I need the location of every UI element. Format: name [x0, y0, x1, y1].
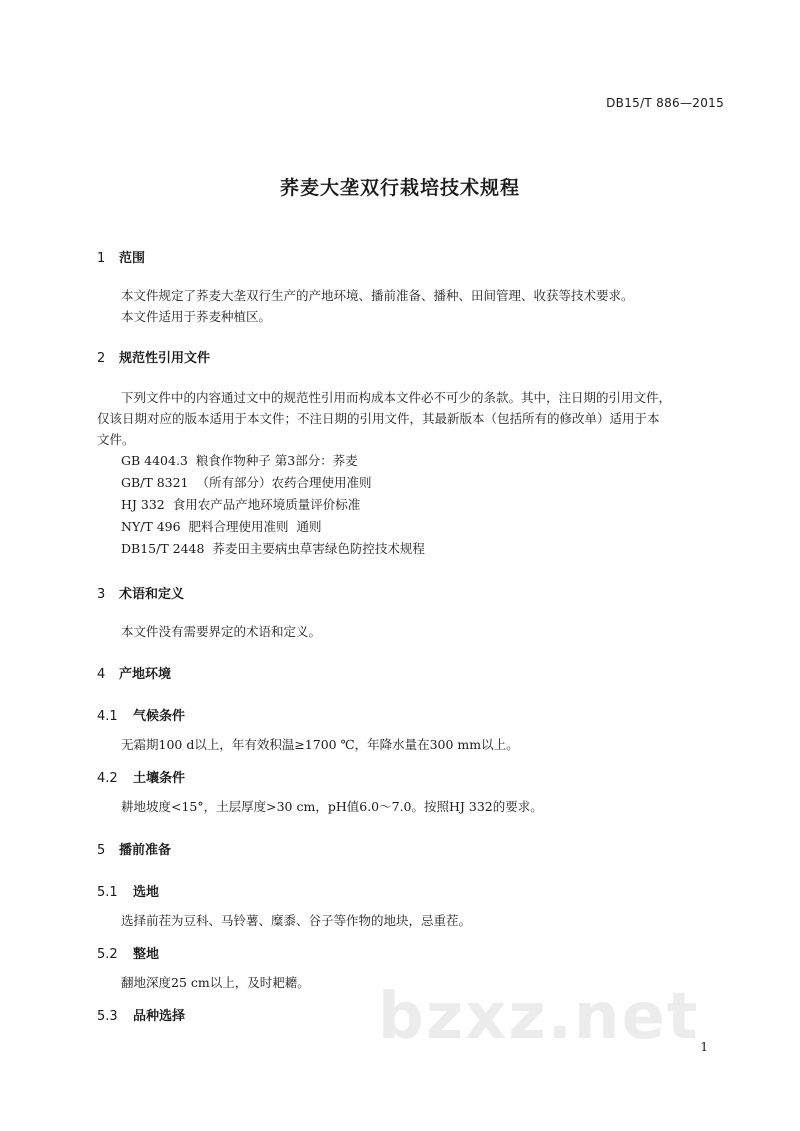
- section-number: 5.2: [97, 947, 118, 962]
- section-number: 5: [97, 843, 106, 858]
- section-4-2-heading: [97, 767, 185, 786]
- section-title: 规范性引用文件: [119, 351, 211, 366]
- section-number: 5.1: [97, 885, 118, 900]
- section-title: 产地环境: [119, 667, 172, 682]
- section-title: 播前准备: [119, 843, 172, 858]
- section-number: 4.1: [97, 709, 118, 724]
- section-4-1-heading: [97, 705, 185, 724]
- land-preparation-paragraph: 翻地深度25 cm以上，及时耙耱。: [121, 975, 310, 990]
- scope-paragraph-2: 本文件适用于荞麦种植区。: [121, 309, 272, 324]
- references-intro-line-2: 仅该日期对应的版本适用于本文件；不注日期的引用文件，其最新版本（包括所有的修改单）适用于本: [97, 411, 660, 426]
- section-title: 气候条件: [133, 709, 186, 724]
- section-5-3-heading: [97, 1005, 185, 1024]
- standard-code: DB15/T 886—2015: [606, 96, 724, 110]
- section-5-heading: [97, 839, 171, 858]
- section-title: 整地: [133, 947, 160, 962]
- section-2-heading: [97, 347, 210, 366]
- references-intro-line-3: 文件。: [97, 432, 135, 447]
- terms-paragraph: 本文件没有需要界定的术语和定义。: [121, 624, 322, 639]
- section-number: 2: [97, 351, 106, 366]
- document-title: 荞麦大垄双行栽培技术规程: [279, 177, 520, 199]
- reference-item: NY/T 496 肥料合理使用准则 通则: [121, 519, 322, 534]
- reference-item: HJ 332 食用农产品产地环境质量评价标准: [121, 497, 361, 512]
- reference-item: GB/T 8321 （所有部分）农药合理使用准则: [121, 475, 372, 490]
- section-5-1-heading: [97, 881, 159, 900]
- section-1-heading: [97, 247, 145, 266]
- watermark: bzxz.net: [378, 980, 700, 1054]
- section-title: 品种选择: [133, 1009, 186, 1024]
- section-number: 3: [97, 587, 106, 602]
- references-intro-line-1: 下列文件中的内容通过文中的规范性引用而构成本文件必不可少的条款。其中，注日期的引用文件，: [121, 390, 672, 405]
- section-title: 土壤条件: [133, 771, 186, 786]
- section-3-heading: [97, 583, 184, 602]
- section-4-heading: [97, 663, 171, 682]
- page-number: 1: [700, 1040, 708, 1054]
- section-5-2-heading: [97, 943, 159, 962]
- reference-item: GB 4404.3 粮食作物种子 第3部分：荞麦: [121, 453, 358, 468]
- soil-paragraph: 耕地坡度<15°，土层厚度>30 cm，pH值6.0～7.0。按照HJ 332的要求。: [121, 799, 543, 814]
- section-title: 术语和定义: [119, 587, 185, 602]
- section-number: 4: [97, 667, 106, 682]
- section-number: 1: [97, 251, 106, 266]
- section-title: 选地: [133, 885, 160, 900]
- section-number: 4.2: [97, 771, 118, 786]
- site-selection-paragraph: 选择前茬为豆科、马铃薯、糜黍、谷子等作物的地块，忌重茬。: [121, 913, 472, 928]
- reference-item: DB15/T 2448 荞麦田主要病虫草害绿色防控技术规程: [121, 541, 425, 556]
- climate-paragraph: 无霜期100 d以上，年有效积温≥1700 ℃，年降水量在300 mm以上。: [121, 737, 519, 752]
- scope-paragraph-1: 本文件规定了荞麦大垄双行生产的产地环境、播前准备、播种、田间管理、收获等技术要求。: [121, 288, 634, 303]
- section-title: 范围: [119, 251, 146, 266]
- section-number: 5.3: [97, 1009, 118, 1024]
